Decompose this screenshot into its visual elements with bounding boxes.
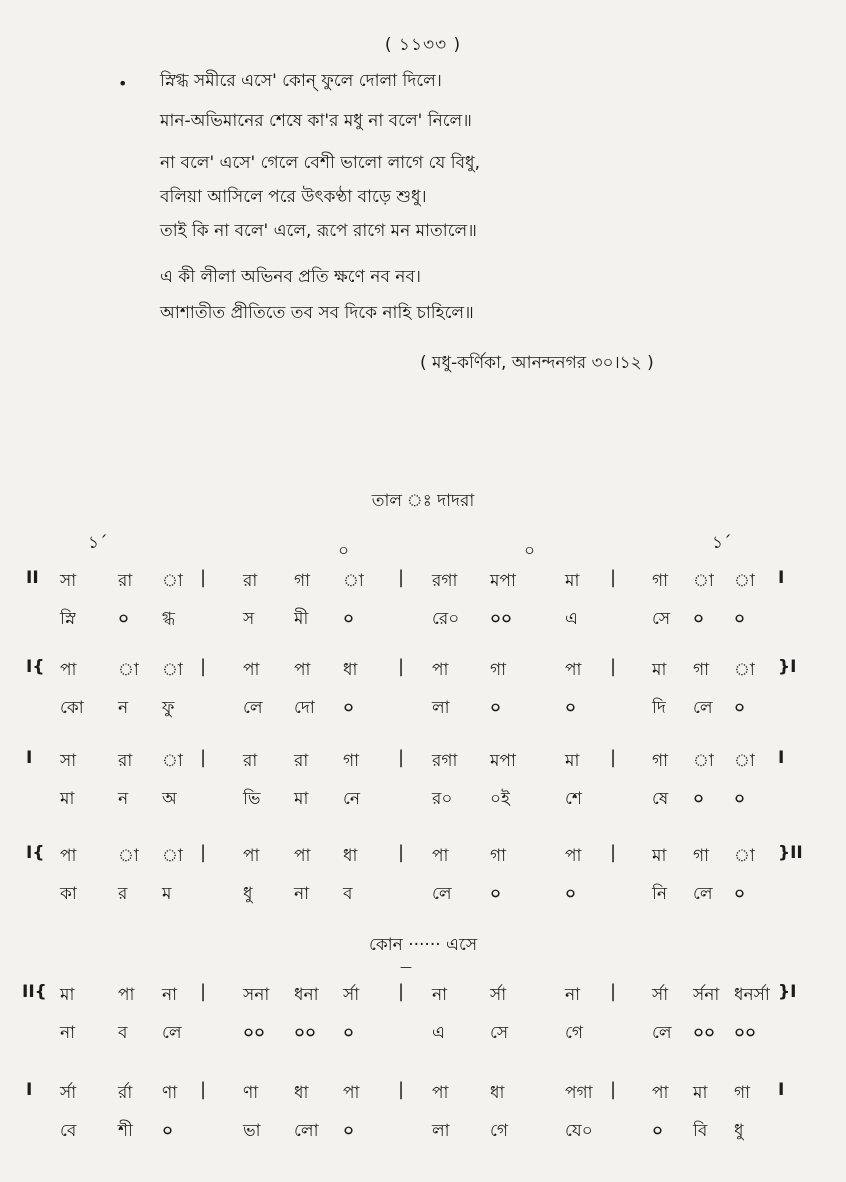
lyric-syllable: ০ <box>490 884 502 904</box>
lyric-syllable: ০ <box>343 609 355 629</box>
poem-line: মান-অভিমানের শেষে কা'র মধু না বলে' নিলে॥ <box>160 111 472 131</box>
lyric-syllable: এ <box>565 609 578 629</box>
poem-line: এ কী লীলা অভিনব প্রতি ক্ষণে নব নব। <box>160 267 421 287</box>
lyric-syllable: ধু <box>243 884 253 904</box>
bar-separator: | <box>610 1079 617 1100</box>
swara-note: া <box>343 571 364 591</box>
taal-label: তাল ঃ দাদরা <box>371 491 475 511</box>
lyric-syllable: গে <box>490 1121 509 1141</box>
swara-note: না <box>432 985 448 1005</box>
lyric-syllable: মা <box>294 789 309 809</box>
swara-note: া <box>118 660 139 680</box>
swara-note: মা <box>652 846 667 866</box>
swara-note: মা <box>565 751 580 771</box>
lyric-syllable: ভি <box>243 789 261 809</box>
lyric-syllable: ম <box>162 884 172 904</box>
swara-note: গা <box>693 660 710 680</box>
swara-note: রা <box>118 571 133 591</box>
lyric-syllable: ০ <box>490 698 502 718</box>
bar-separator: | <box>200 981 207 1002</box>
swara-note: া <box>693 751 714 771</box>
lyric-syllable: সে <box>652 609 671 629</box>
lyric-syllable: ০ <box>343 698 355 718</box>
swara-note: গা <box>734 1083 751 1103</box>
poem-line: তাই কি না বলে' এলে, রূপে রাগে মন মাতালে॥ <box>160 221 477 241</box>
swara-note: পা <box>243 660 260 680</box>
swara-note: মপা <box>490 751 516 771</box>
lyric-syllable: ০ <box>162 1121 174 1141</box>
swara-note: া <box>162 751 183 771</box>
lyric-syllable: ফু <box>162 698 175 718</box>
swara-note: পা <box>432 846 449 866</box>
bar-separator: | <box>200 842 207 863</box>
row-start-marker: I <box>26 748 33 768</box>
lyric-syllable: ০০ <box>294 1023 317 1043</box>
swara-note: ধনা <box>294 985 319 1005</box>
lyric-syllable: ০ <box>734 789 746 809</box>
lyric-syllable: ০ <box>734 609 746 629</box>
lyric-syllable: ০ <box>565 884 577 904</box>
bar-separator: | <box>398 842 405 863</box>
row-start-marker: I <box>26 1080 33 1100</box>
swara-note: র্রা <box>118 1083 133 1103</box>
lyric-syllable: মী <box>294 609 309 629</box>
lyric-syllable: কা <box>60 884 77 904</box>
lyric-syllable: স্নি <box>60 609 76 629</box>
bar-separator: | <box>398 747 405 768</box>
swara-note: া <box>118 846 139 866</box>
swara-note: া <box>734 751 755 771</box>
swara-note: ধা <box>490 1083 505 1103</box>
bar-separator: | <box>610 842 617 863</box>
beat-marker-khali: ০ <box>338 541 350 561</box>
lyric-syllable: কো <box>60 698 84 718</box>
swara-note: পা <box>294 660 311 680</box>
row-start-marker: II{ <box>22 982 47 1002</box>
swara-note: র্সা <box>343 985 360 1005</box>
lyric-syllable: গে <box>565 1023 584 1043</box>
swara-note: র্সনা <box>693 985 720 1005</box>
lyric-syllable: না <box>60 1023 76 1043</box>
lyric-syllable: মা <box>60 789 75 809</box>
swara-note: ধনর্সা <box>734 985 770 1005</box>
row-end-marker: }I <box>778 982 797 1002</box>
beat-marker-khali: ০ <box>524 541 536 561</box>
bar-separator: | <box>610 656 617 677</box>
swara-note: মপা <box>490 571 516 591</box>
swara-note: পা <box>432 660 449 680</box>
swara-note: পা <box>343 1083 360 1103</box>
bar-separator: | <box>398 656 405 677</box>
lyric-syllable: বে <box>60 1121 77 1141</box>
swara-note: গা <box>343 751 360 771</box>
swara-note: া <box>162 571 183 591</box>
swara-note: সা <box>60 571 77 591</box>
swara-note: পা <box>652 1083 669 1103</box>
swara-note: সনা <box>243 985 270 1005</box>
swara-note: া <box>693 571 714 591</box>
row-end-marker: I <box>778 568 785 588</box>
lyric-syllable: যে০ <box>565 1121 593 1141</box>
lyric-syllable: ভা <box>243 1121 261 1141</box>
swara-note: ণা <box>162 1083 178 1103</box>
swara-note: গা <box>294 571 311 591</box>
lyric-syllable: অ <box>162 789 177 809</box>
lyric-syllable: ০ই <box>490 789 510 809</box>
lyric-syllable: ০ <box>734 884 746 904</box>
beat-marker-sam: ১´ <box>88 533 108 553</box>
lyric-syllable: লে <box>693 698 713 718</box>
swara-note: মা <box>565 571 580 591</box>
lyric-syllable: ০০ <box>734 1023 757 1043</box>
lyric-syllable: ন <box>118 698 129 718</box>
swara-note: রা <box>294 751 309 771</box>
swara-note: রা <box>243 751 258 771</box>
swara-note: মা <box>693 1083 708 1103</box>
bar-separator: | <box>200 567 207 588</box>
swara-note: রগা <box>432 751 458 771</box>
bar-separator: | <box>398 981 405 1002</box>
row-start-marker: I{ <box>26 657 45 677</box>
bar-separator: | <box>610 981 617 1002</box>
swara-note: গা <box>490 846 507 866</box>
bar-separator: | <box>398 1079 405 1100</box>
swara-note: র্সা <box>60 1083 77 1103</box>
citation: ( মধু-কর্ণিকা, আনন্দনগর ৩০।১২ ) <box>420 353 654 373</box>
lyric-syllable: রে০ <box>432 609 460 629</box>
lyric-syllable: ন <box>118 789 129 809</box>
poem-line: আশাতীত প্রীতিতে তব সব দিকে নাহি চাহিলে॥ <box>160 303 474 323</box>
swara-note: ধা <box>343 846 358 866</box>
lyric-syllable: ধু <box>734 1121 744 1141</box>
swara-note: গা <box>652 571 669 591</box>
row-start-marker: II <box>26 568 39 588</box>
swara-note: পা <box>60 660 77 680</box>
swara-note: া <box>162 846 183 866</box>
swara-note: পগা <box>565 1083 593 1103</box>
swara-note: পা <box>294 846 311 866</box>
bar-separator: | <box>200 1079 207 1100</box>
swara-note: রা <box>118 751 133 771</box>
lyric-syllable: ০ <box>734 698 746 718</box>
lyric-syllable: র০ <box>432 789 453 809</box>
lyric-syllable: বি <box>693 1121 708 1141</box>
lyric-syllable: নি <box>652 884 668 904</box>
bar-separator: | <box>610 567 617 588</box>
lyric-syllable: ব <box>343 884 353 904</box>
swara-note: গা <box>693 846 710 866</box>
row-end-marker: I <box>778 1080 785 1100</box>
swara-note: র্সা <box>652 985 669 1005</box>
lyric-syllable: ০ <box>343 1121 355 1141</box>
swara-note: মা <box>60 985 75 1005</box>
swara-note: গা <box>490 660 507 680</box>
row-start-marker: I{ <box>26 843 45 863</box>
lyric-syllable: ০০ <box>693 1023 716 1043</box>
lyric-syllable: লো <box>294 1121 319 1141</box>
lyric-syllable: না <box>294 884 310 904</box>
bar-separator: | <box>610 747 617 768</box>
swara-note: মা <box>652 660 667 680</box>
lyric-syllable: লা <box>432 1121 450 1141</box>
swara-note: রা <box>243 571 258 591</box>
swara-note: রগা <box>432 571 458 591</box>
lyric-syllable: দো <box>294 698 315 718</box>
bullet-mark: • <box>118 74 128 93</box>
swara-note: া <box>734 846 755 866</box>
bar-separator: | <box>200 747 207 768</box>
lyric-syllable: লে <box>162 1023 182 1043</box>
lyric-syllable: ০ <box>652 1121 664 1141</box>
beat-marker-sam: ১´ <box>712 533 732 553</box>
lyric-syllable: ষে <box>652 789 669 809</box>
lyric-syllable: লে <box>432 884 452 904</box>
lyric-syllable: লা <box>432 698 450 718</box>
lyric-syllable: শী <box>118 1121 133 1141</box>
lyric-syllable: ০০ <box>490 609 513 629</box>
swara-note: ধা <box>343 660 358 680</box>
swara-note: গা <box>652 751 669 771</box>
lyric-syllable: ব <box>118 1023 128 1043</box>
interlude-text: কোন ······ এসে <box>368 935 478 955</box>
row-end-marker: I <box>778 748 785 768</box>
bar-separator: | <box>200 656 207 677</box>
lyric-syllable: নে <box>343 789 361 809</box>
swara-note: পা <box>118 985 135 1005</box>
lyric-syllable: ০ <box>565 698 577 718</box>
page-number: ( ১১৩৩ ) <box>384 35 462 55</box>
swara-note: া <box>734 571 755 591</box>
lyric-syllable: ০ <box>343 1023 355 1043</box>
poem-line: বলিয়া আসিলে পরে উৎকণ্ঠা বাড়ে শুধু। <box>160 187 427 207</box>
lyric-syllable: লে <box>243 698 263 718</box>
swara-note: না <box>162 985 178 1005</box>
swara-note: ধা <box>294 1083 309 1103</box>
bar-separator: | <box>398 567 405 588</box>
lyric-syllable: দি <box>652 698 666 718</box>
lyric-syllable: গ্ধ <box>162 609 175 629</box>
lyric-syllable: ০ <box>693 789 705 809</box>
swara-note: পা <box>432 1083 449 1103</box>
lyric-syllable: ০ <box>118 609 130 629</box>
lyric-syllable: ০০ <box>243 1023 266 1043</box>
lyric-syllable: সে <box>490 1023 509 1043</box>
swara-note: পা <box>60 846 77 866</box>
lyric-syllable: লে <box>652 1023 672 1043</box>
row-end-marker: }II <box>778 843 803 863</box>
row-end-marker: }I <box>778 657 797 677</box>
lyric-syllable: র <box>118 884 128 904</box>
swara-note: পা <box>243 846 260 866</box>
swara-note: না <box>565 985 581 1005</box>
mid-dash-mark: — <box>400 960 412 974</box>
swara-note: ণা <box>243 1083 259 1103</box>
lyric-syllable: ০ <box>693 609 705 629</box>
lyric-syllable: এ <box>432 1023 445 1043</box>
poem-line: না বলে' এসে' গেলে বেশী ভালো লাগে যে বিধু, <box>160 153 480 173</box>
swara-note: া <box>162 660 183 680</box>
lyric-syllable: স <box>243 609 255 629</box>
swara-note: া <box>734 660 755 680</box>
swara-note: পা <box>565 660 582 680</box>
lyric-syllable: লে <box>693 884 713 904</box>
swara-note: র্সা <box>490 985 507 1005</box>
poem-line: স্নিগ্ধ সমীরে এসে' কোন্ ফুলে দোলা দিলে। <box>160 71 442 91</box>
lyric-syllable: শে <box>565 789 582 809</box>
swara-note: পা <box>565 846 582 866</box>
swara-note: সা <box>60 751 77 771</box>
